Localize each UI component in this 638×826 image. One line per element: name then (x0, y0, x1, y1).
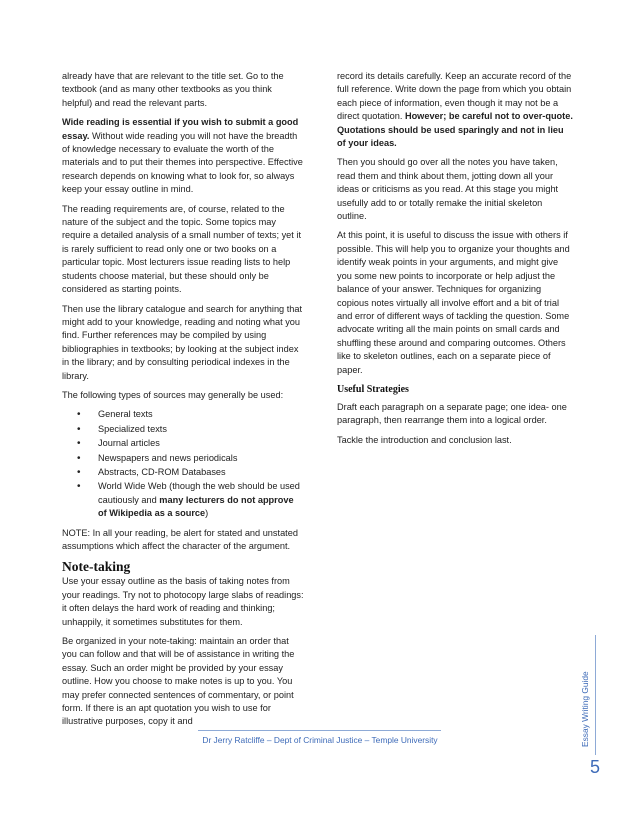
right-column (337, 70, 574, 453)
footer-text: Dr Jerry Ratcliffe – Dept of Criminal Justice – Temple University (202, 735, 438, 745)
section-heading: Useful Strategies (337, 383, 409, 395)
list-item: • Journal articles (98, 437, 304, 450)
list-item (98, 480, 304, 520)
bold-text: Wide reading is essential if you wish to submit a good essay. (62, 117, 299, 141)
page-number: 5 (590, 757, 601, 777)
list-item: • General texts (98, 408, 304, 421)
list-item: • Newspapers and news periodicals (98, 452, 304, 465)
footer-divider (198, 730, 441, 731)
left-column (62, 70, 304, 735)
paragraph: already have that are relevant to the title set. Go to the textbook (and as many other textbooks as you think helpful) and read the relevant parts. (62, 71, 284, 108)
list-item-text-end: ) (205, 508, 209, 519)
paragraph: The reading requirements are, of course, related to the nature of the subject and the topic. Some topics may require a detailed analysis of a small number of texts; yet it is rarely sufficient to read only one or two books on a particular topic. Most lecturers issue reading lists to help students choose material, but these should only be considered as starting points. (62, 203, 301, 295)
bold-text: many lecturers do not approve of Wikipedia as a source (98, 494, 294, 519)
paragraph (337, 70, 574, 150)
paragraph-text: Without wide reading you will not have the breadth of knowledge necessary to evaluate the worth of the materials and to put their themes into perspective. Effective research depends on knowing what to look for, so always keep your essay outline in mind. (62, 130, 303, 195)
paragraph: Then you should go over all the notes you have taken, read them and think about them, jotting down all your ideas or criticisms as you read. At this stage you might usefully add to or totally remake the initial skeleton outline. (337, 157, 559, 222)
paragraph: At this point, it is useful to discuss the issue with others if possible. This will help you to organize your thoughts and identify weak points in your arguments, and might give you some new points to incorporate or help adjust the balance of your answer. Techniques for organizing copious notes virtually all involve effort and a bit of trial and error of different ways of tackling the question. Some advocate writing all the main points on small cards and shuffling these around and comparing outcomes. Others like to skeleton outlines, each on a separate piece of paper. (337, 230, 570, 375)
paragraph: Be organized in your note-taking: maintain an order that you can follow and that will be of assistance in writing the essay. Such an order might be provided by your essay outline. How you choose to make notes is up to you. You may prefer connected sentences of commentary, or point form. If there is an apt quotation you wish to use for illustrative purposes, copy it and (62, 636, 295, 727)
paragraph: Use your essay outline as the basis of taking notes from your readings. Try not to photocopy large slabs of readings: it often delays the hard work of reading and thinking; unhappily, it sometimes substitutes for them. (62, 576, 304, 627)
paragraph: The following types of sources may generally be used: (62, 389, 284, 400)
list-item: • Specialized texts (98, 423, 304, 436)
list-item: • Abstracts, CD-ROM Databases (98, 466, 304, 479)
source-list (62, 408, 304, 520)
paragraph: Tackle the introduction and conclusion last. (337, 434, 512, 445)
paragraph (62, 116, 304, 196)
paragraph-text: record its details carefully. Keep an accurate record of the full reference. Write down the page from which you obtain each piece of information, even though it may not be a direct quotation. (337, 71, 572, 122)
side-divider (595, 635, 596, 755)
bold-text: However; be careful not to over-quote. Quotations should be used sparingly and not in lieu of your ideas. (337, 111, 573, 149)
list-item-text: World Wide Web (though the web should be used cautiously and (98, 481, 300, 505)
side-label: Essay Writing Guide (580, 671, 590, 747)
paragraph: NOTE: In all your reading, be alert for stated and unstated assumptions which affect the character of the argument. (62, 527, 298, 551)
paragraph: Draft each paragraph on a separate page; one idea- one paragraph, then rearrange them into a logical order. (337, 401, 567, 426)
section-heading: Note-taking (62, 559, 131, 575)
paragraph: Then use the library catalogue and search for anything that might add to your knowledge, reading and noting what you find. Further references may be compiled by using bibliographies in textbooks; by looking at the subject index in the library; and by consulting periodical indexes in the library. (62, 303, 303, 381)
